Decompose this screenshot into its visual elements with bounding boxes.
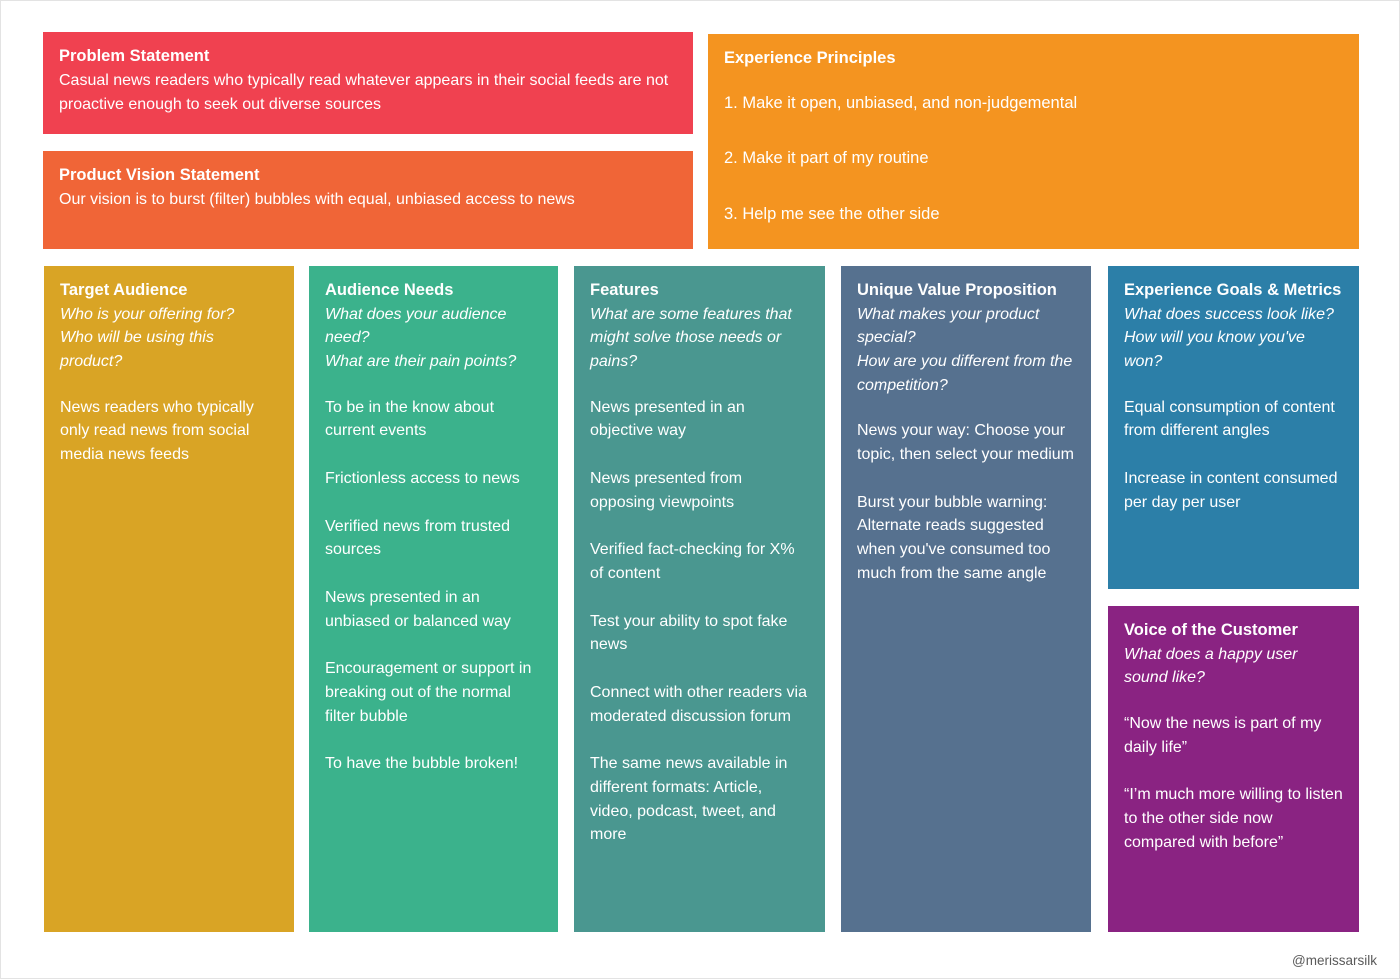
watermark: @merissarsilk: [1292, 953, 1377, 968]
list-item: Equal consumption of content from different angles: [1124, 398, 1335, 440]
card-title: Audience Needs: [325, 281, 454, 299]
list-item: Increase in content consumed per day per user: [1124, 469, 1338, 511]
card-items: [857, 419, 1075, 585]
card-title: Target Audience: [60, 281, 188, 299]
card-problem-statement: [43, 32, 693, 134]
list-item: 1. Make it open, unbiased, and non-judgemental: [724, 93, 1078, 112]
card-body: Casual news readers who typically read whatever appears in their social feeds are not proactive enough to seek out diverse sources: [59, 71, 669, 113]
card-title: Features: [590, 281, 659, 299]
card-experience-goals-metrics: [1108, 266, 1359, 589]
card-prompt: What are some features that might solve those needs or pains?: [590, 305, 792, 370]
list-item: To be in the know about current events: [325, 398, 495, 440]
card-title: Product Vision Statement: [59, 166, 260, 184]
card-prompt: What does your audience need?: [325, 305, 507, 347]
list-item: Test your ability to spot fake news: [590, 612, 788, 654]
card-title: Experience Principles: [724, 49, 896, 67]
card-items: [1124, 396, 1343, 515]
card-body: Our vision is to burst (filter) bubbles with equal, unbiased access to news: [59, 190, 575, 208]
card-items: [590, 396, 809, 847]
card-items: [325, 396, 542, 776]
list-item: News your way: Choose your topic, then select your medium: [857, 422, 1074, 463]
list-item: Connect with other readers via moderated discussion forum: [590, 684, 807, 725]
principles-list: [724, 91, 1343, 227]
list-item: News presented in an objective way: [590, 398, 745, 440]
list-item: Burst your bubble warning: Alternate reads suggested when you've consumed too much from the same angle: [857, 493, 1051, 582]
card-prompt: What does success look like?: [1124, 305, 1334, 323]
card-title: Unique Value Proposition: [857, 281, 1057, 299]
list-item: “Now the news is part of my daily life”: [1124, 714, 1322, 756]
list-item: News presented in an unbiased or balanced way: [325, 589, 511, 630]
list-item: Encouragement or support in breaking out of the normal filter bubble: [325, 660, 532, 725]
card-items: [1124, 712, 1343, 854]
card-prompt: What are their pain points?: [325, 352, 517, 370]
list-item: To have the bubble broken!: [325, 755, 519, 773]
list-item: Verified news from trusted sources: [325, 517, 510, 559]
card-prompt: Who will be using this product?: [60, 329, 214, 370]
card-items: [60, 396, 278, 467]
card-audience-needs: [309, 266, 558, 932]
card-target-audience: [44, 266, 294, 932]
card-features: [574, 266, 825, 932]
list-item: 2. Make it part of my routine: [724, 149, 929, 168]
card-prompt: How will you know you've won?: [1124, 329, 1305, 370]
list-item: The same news available in different formats: Article, video, podcast, tweet, and more: [590, 755, 788, 844]
list-item: 3. Help me see the other side: [724, 205, 940, 224]
card-prompt: How are you different from the competition?: [857, 352, 1073, 394]
list-item: “I’m much more willing to listen to the other side now compared with before”: [1124, 786, 1343, 851]
list-item: Frictionless access to news: [325, 469, 520, 487]
card-prompt: Who is your offering for?: [60, 305, 235, 323]
card-voice-of-the-customer: [1108, 606, 1359, 932]
card-experience-principles: [708, 34, 1359, 249]
card-title: Problem Statement: [59, 47, 210, 65]
list-item: News presented from opposing viewpoints: [590, 469, 743, 511]
list-item: Verified fact-checking for X% of content: [590, 541, 795, 582]
list-item: News readers who typically only read news from social media news feeds: [60, 398, 254, 463]
card-title: Voice of the Customer: [1124, 621, 1298, 639]
card-prompt: What makes your product special?: [857, 305, 1040, 347]
card-product-vision-statement: [43, 151, 693, 249]
card-prompt: What does a happy user sound like?: [1124, 645, 1298, 687]
card-unique-value-proposition: [841, 266, 1091, 932]
card-title: Experience Goals & Metrics: [1124, 281, 1342, 299]
